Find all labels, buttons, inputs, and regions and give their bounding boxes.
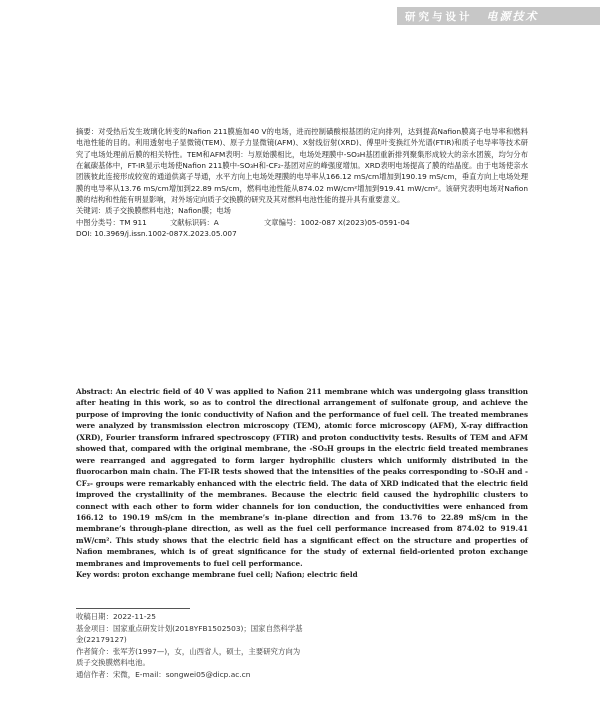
footnote-divider — [76, 608, 190, 609]
english-keywords: Key words: proton exchange membrane fuel cell; Nafion; electric field — [76, 570, 358, 580]
clc-number: 中图分类号：TM 911 — [76, 217, 147, 227]
article-number: 文章编号：1002-087 X(2023)05-0591-04 — [264, 217, 410, 227]
author-bio: 作者简介：张军芳(1997—)，女，山西省人，硕士，主要研究方向为质子交换膜燃料电池。 — [76, 646, 301, 668]
classification-row — [76, 217, 528, 228]
chinese-abstract-block — [76, 126, 528, 239]
received-date: 收稿日期：2022-11-25 — [76, 612, 156, 621]
journal-brand: 电源技术 — [486, 10, 539, 23]
document-code: 文献标识码：A — [170, 217, 219, 227]
section-title: 研究与设计 — [405, 10, 473, 23]
footnote-block — [76, 611, 306, 681]
chinese-keywords: 关键词：质子交换膜燃料电池；Nafion膜；电场 — [76, 206, 231, 216]
doi: DOI: 10.3969/j.issn.1002-087X.2023.05.007 — [76, 229, 237, 239]
english-abstract: Abstract: An electric field of 40 V was applied to Nafion 211 membrane which was undergoing glass transition after heating in this work, so as to control the directional arrangement of sulfonate group, and achieve the purpose of improving the ionic conductivity of Nafion and the performance of fuel cell. The treated membranes were analyzed by transmission electron microscopy (TEM), atomic force microscopy (AFM), X-ray diffraction (XRD), Fourier transform infrared spectroscopy (FTIR) and proton conductivity tests. Results of TEM and AFM showed that, compared with the original membrane, the -SO₃H groups in the electric field treated membranes were rearranged and aggregated to form larger hydrophilic clusters which uniformly distributed in the fluorocarbon main chain. The FT-IR tests showed that the intensities of the peaks corresponding to -SO₃H and -CF₂- groups were remarkably enhanced with the electric field. The data of XRD indicated that the electric field improved the crystallinity of the membranes. Because the electric field caused the hydrophilic clusters to connect with each other to form wider channels for ion conduction, the conductivities were enhanced from 166.12 to 190.19 mS/cm in the membrane’s in-plane direction and from 13.76 to 22.89 mS/cm in the membrane’s through-plane direction, as well as the fuel cell performance increased from 874.02 to 919.41 mW/cm². This study shows that the electric field has a significant effect on the structure and properties of Nafion membranes, which is of great significance for the study of external field-oriented proton exchange membranes and improvements to fuel cell performance. — [76, 387, 528, 568]
chinese-abstract: 摘要：对受热后发生玻璃化转变的Nafion 211膜施加40 V的电场，进而控制磺酸根基团的定向排列，达到提高Nafion膜离子电导率和燃料电池性能的目的。利用透射电子显微镜(TEM)、原子力显微镜(AFM)、X射线衍射(XRD)、傅里叶变换红外光谱(FTIR)和质子电导率等技术研究了电场处理前后膜的相关特性。TEM和AFM表明：与原始膜相比，电场处理膜中-SO₃H基团重新排列聚集形成较大的亲水团簇，均匀分布在氟碳基体中，FT-IR显示电场使Nafion 211膜中-SO₃H和-CF₂-基团对应的峰强度增加。XRD表明电场提高了膜的结晶度。由于电场使亲水团簇彼此连接形成较宽的通道供离子导通，水平方向上电场处理膜的电导率从166.12 mS/cm增加到190.19 mS/cm，垂直方向上电场处理膜的电导率从13.76 mS/cm增加到22.89 mS/cm，燃料电池性能从874.02 mW/cm²增加到919.41 mW/cm²。该研究表明电场对Nafion膜的结构和性能有明显影响，对外场定向质子交换膜的研究及其对燃料电池性能的提升具有重要意义。 — [76, 127, 528, 205]
journal-header-band — [397, 7, 600, 25]
english-abstract-block — [76, 386, 528, 581]
fund-info: 基金项目：国家重点研发计划(2018YFB1502503)；国家自然科学基金(22179127) — [76, 623, 303, 645]
corresponding-author: 通信作者：宋微，E-mail：songwei05@dicp.ac.cn — [76, 669, 251, 679]
